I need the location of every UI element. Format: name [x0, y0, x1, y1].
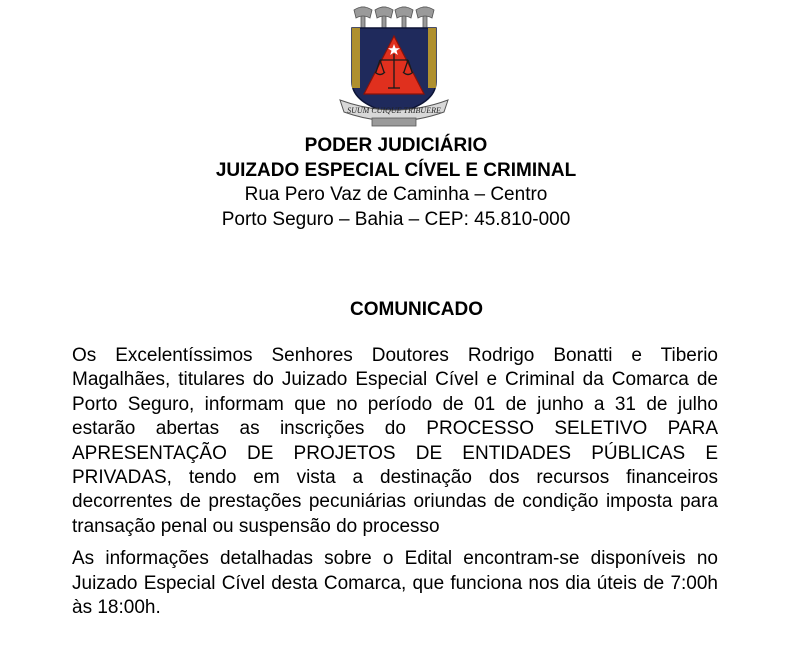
coat-of-arms-emblem: [330, 4, 458, 128]
seal-motto: SUUM CUIQUE TRIBUERE: [347, 106, 441, 115]
coat-of-arms-icon: [330, 4, 458, 128]
document-body: [72, 344, 718, 628]
header-institution: PODER JUDICIÁRIO: [304, 135, 488, 156]
header-court-name: JUIZADO ESPECIAL CÍVEL E CRIMINAL: [215, 159, 577, 181]
court-header: [0, 134, 792, 232]
header-city-postal: Porto Seguro – Bahia – CEP: 45.810-000: [221, 208, 571, 230]
body-paragraph-information: As informações detalhadas sobre o Edital encontram-se disponíveis no Juizado Especial Cível desta Comarca, que funciona nos dia úteis de 7:00h às 18:00h.: [72, 548, 718, 619]
body-paragraph-announcement: Os Excelentíssimos Senhores Doutores Rodrigo Bonatti e Tiberio Magalhães, titulares do Juizado Especial Cível e Criminal da Comarca de Porto Seguro, informam que no período de 01 de junho a 31 de julho estarão abertas as inscrições do PROCESSO SELETIVO PARA APRESENTAÇÃO DE PROJETOS DE ENTIDADES PÚBLICAS E PRIVADAS, tendo em vista a destinação dos recursos financeiros decorrentes de prestações pecuniárias oriundas de condição imposta para transação penal ou suspensão do processo: [72, 345, 718, 537]
header-address: Rua Pero Vaz de Caminha – Centro: [244, 184, 548, 205]
document-title: COMUNICADO: [350, 299, 483, 320]
